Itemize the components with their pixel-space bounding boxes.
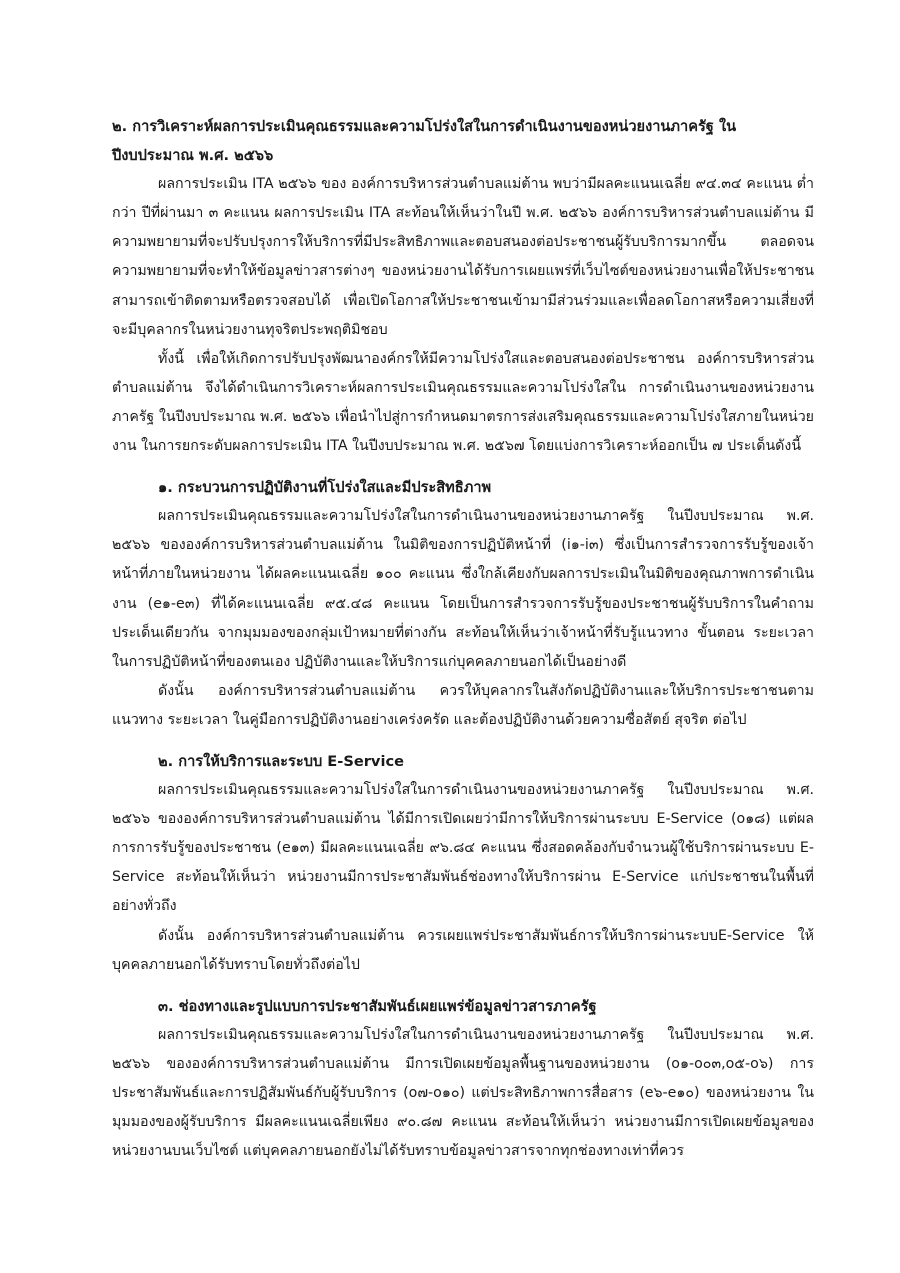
document-title [112, 112, 814, 170]
section-3-heading: ๓. ช่องทางและรูปแบบการประชาสัมพันธ์เผยแพร่ข้อมูลข่าวสารภาครัฐ [158, 997, 597, 1015]
document-title-line-1: ๒. การวิเคราะห์ผลการประเมินคุณธรรมและความโปร่งใสในการดำเนินงานของหน่วยงานภาครัฐ ใน [112, 118, 737, 135]
section-1-paragraph-2: ดังนั้น องค์การบริหารส่วนตำบลแม่ต้าน ควรให้บุคลากรในสังกัดปฏิบัติงานและให้บริการประชาชนตามแนวทาง ระยะเวลา ในคู่มือการปฏิบัติงานอย่างเคร่งครัด และต้องปฏิบัติงานด้วยความซื่อสัตย์ สุจริต ต่อไป [112, 682, 814, 728]
document-title-line-2: ปีงบประมาณ พ.ศ. ๒๕๖๖ [112, 147, 274, 165]
intro-paragraph-2: ทั้งนี้ เพื่อให้เกิดการปรับปรุงพัฒนาองค์กรให้มีความโปร่งใสและตอบสนองต่อประชาชน องค์การบริหารส่วนตำบลแม่ต้าน จึงได้ดำเนินการวิเคราะห์ผลการประเมินคุณธรรมและความโปร่งใสใน การดำเนินงานของหน่วยงานภาครัฐ ในปีงบประมาณ พ.ศ. ๒๕๖๖ เพื่อนำไปสู่การกำหนดมาตรการส่งเสริมคุณธรรมและความโปร่งใสภายในหน่วยงาน ในการยกระดับผลการประเมิน ITA ในปีงบประมาณ พ.ศ. ๒๕๖๗ โดยแบ่งการวิเคราะห์ออกเป็น ๗ ประเด็นดังนี้ [112, 350, 814, 455]
section-2-paragraph-2: ดังนั้น องค์การบริหารส่วนตำบลแม่ต้าน ควรเผยแพร่ประชาสัมพันธ์การให้บริการผ่านระบบE-Service ให้บุคคลภายนอกได้รับทราบโดยทั่วถึงต่อไป [112, 927, 814, 973]
section-1-heading: ๑. กระบวนการปฏิบัติงานที่โปร่งใสและมีประสิทธิภาพ [158, 479, 492, 497]
intro-paragraph-1: ผลการประเมิน ITA ๒๕๖๖ ของ องค์การบริหารส่วนตำบลแม่ต้าน พบว่ามีผลคะแนนเฉลี่ย ๙๔.๓๔ คะแนน ต่ำกว่า ปีที่ผ่านมา ๓ คะแนน ผลการประเมิน ITA สะท้อนให้เห็นว่าในปี พ.ศ. ๒๕๖๖ องค์การบริหารส่วนตำบลแม่ต้าน มีความพยายามที่จะปรับปรุงการให้บริการที่มีประสิทธิภาพและตอบสนองต่อประชาชนผู้รับบริการมากขึ้น ตลอดจนความพยายามที่จะทำให้ข้อมูลข่าวสารต่างๆ ของหน่วยงานได้รับการเผยแพร่ที่เว็บไซต์ของหน่วยงานเพื่อให้ประชาชนสามารถเข้าติดตามหรือตรวจสอบได้ เพื่อเปิดโอกาสให้ประชาชนเข้ามามีส่วนร่วมและเพื่อลดโอกาสหรือความเสี่ยงที่จะมีบุคลากรในหน่วยงานทุจริตประพฤติมิชอบ [112, 176, 814, 338]
section-1-paragraph-1: ผลการประเมินคุณธรรมและความโปร่งใสในการดำเนินงานของหน่วยงานภาครัฐ ในปีงบประมาณ พ.ศ. ๒๕๖๖ ขององค์การบริหารส่วนตำบลแม่ต้าน ในมิติของการปฏิบัติหน้าที่ (i๑-i๓) ซึ่งเป็นการสำรวจการรับรู้ของเจ้าหน้าที่ภายในหน่วยงาน ได้ผลคะแนนเฉลี่ย ๑๐๐ คะแนน ซึ่งใกล้เคียงกับผลการประเมินในมิติของคุณภาพการดำเนินงาน (e๑-e๓) ที่ได้คะแนนเฉลี่ย ๙๕.๔๘ คะแนน โดยเป็นการสำรวจการรับรู้ของประชาชนผู้รับบริการในคำถามประเด็นเดียวกัน จากมุมมองของกลุ่มเป้าหมายที่ต่างกัน สะท้อนให้เห็นว่าเจ้าหน้าที่รับรู้แนวทาง ขั้นตอน ระยะเวลา ในการปฏิบัติหน้าที่ของตนเอง ปฏิบัติงานและให้บริการแก่บุคคลภายนอกได้เป็นอย่างดี [112, 508, 814, 670]
section-2-paragraph-1: ผลการประเมินคุณธรรมและความโปร่งใสในการดำเนินงานของหน่วยงานภาครัฐ ในปีงบประมาณ พ.ศ. ๒๕๖๖ ขององค์การบริหารส่วนตำบลแม่ต้าน ได้มีการเปิดเผยว่ามีการให้บริการผ่านระบบ E-Service (o๑๘) แต่ผลการการรับรู้ของประชาชน (e๑๓) มีผลคะแนนเฉลี่ย ๙๖.๘๔ คะแนน ซึ่งสอดคล้องกับจำนวนผู้ใช้บริการผ่านระบบ E-Service สะท้อนให้เห็นว่า หน่วยงานมีการประชาสัมพันธ์ช่องทางให้บริการผ่าน E-Service แก่ประชาชนในพื้นที่อย่างทั่วถึง [112, 782, 814, 915]
section-3-paragraph-1: ผลการประเมินคุณธรรมและความโปร่งใสในการดำเนินงานของหน่วยงานภาครัฐ ในปีงบประมาณ พ.ศ. ๒๕๖๖ ขององค์การบริหารส่วนตำบลแม่ต้าน มีการเปิดเผยข้อมูลพื้นฐานของหน่วยงาน (o๑-o๐๓,o๕-o๖) การประชาสัมพันธ์และการปฏิสัมพันธ์กับผู้รับบริการ (o๗-o๑๐) แต่ประสิทธิภาพการสื่อสาร (e๖-e๑๐) ของหน่วยงาน ในมุมมองของผู้รับบริการ มีผลคะแนนเฉลี่ยเพียง ๙๐.๘๗ คะแนน สะท้อนให้เห็นว่า หน่วยงานมีการเปิดเผยข้อมูลของหน่วยงานบนเว็บไซต์ แต่บุคคลภายนอกยังไม่ได้รับทราบข้อมูลข่าวสารจากทุกช่องทางเท่าที่ควร [112, 1026, 814, 1160]
section-2-heading: ๒. การให้บริการและระบบ E-Service [158, 752, 404, 770]
